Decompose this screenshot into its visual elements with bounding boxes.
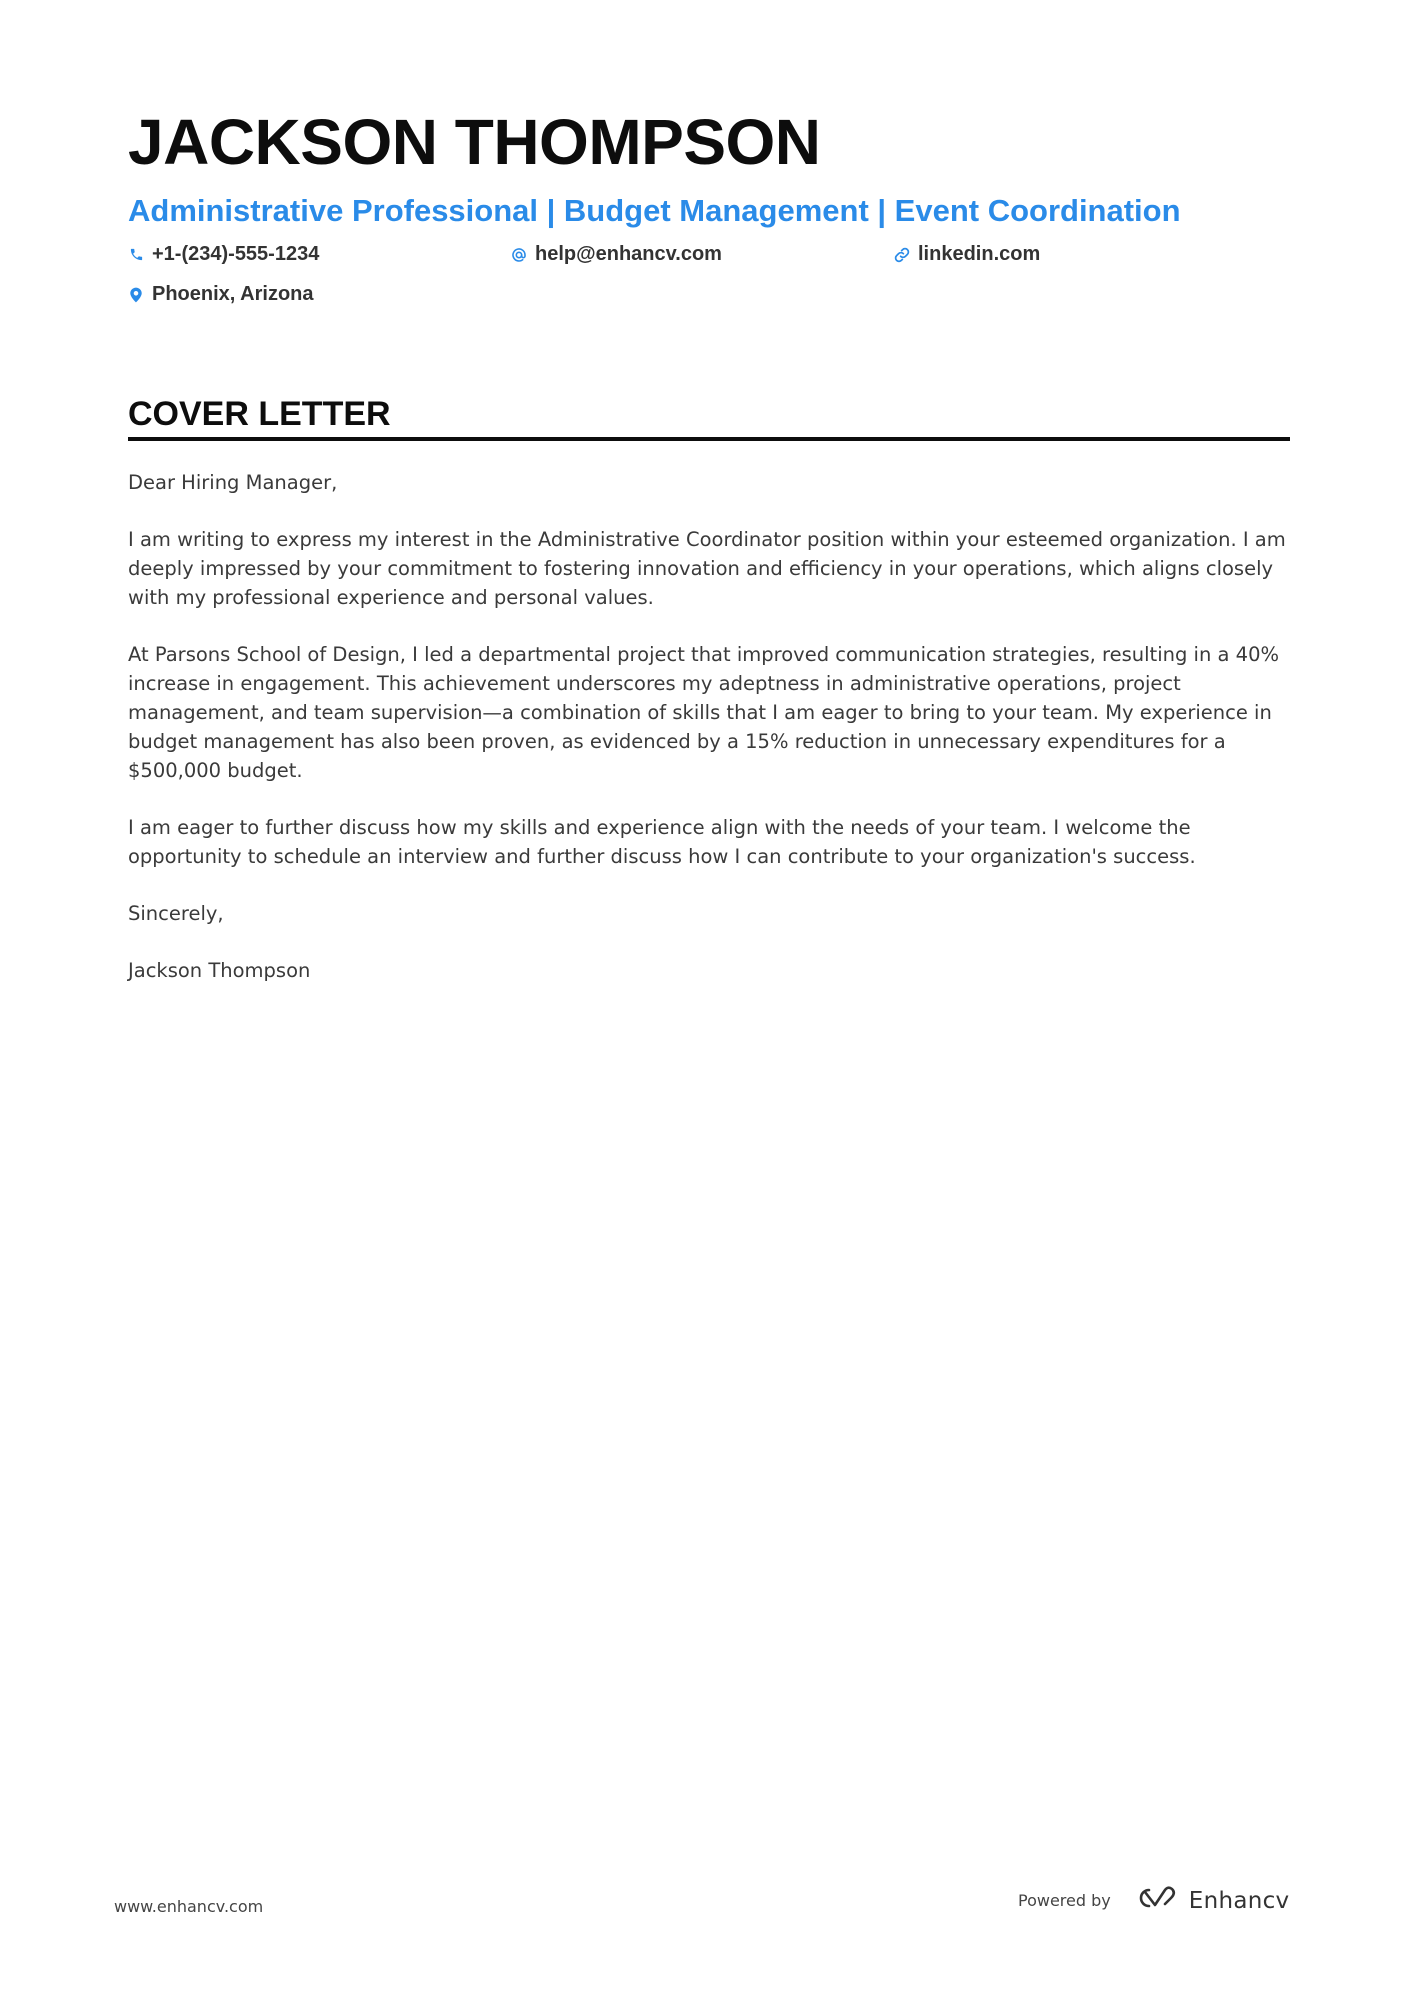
contact-link[interactable] bbox=[894, 243, 1040, 266]
phone-icon bbox=[128, 247, 144, 263]
letter-signature: Jackson Thompson bbox=[128, 959, 311, 982]
candidate-headline: Administrative Professional | Budget Management | Event Coordination bbox=[128, 193, 1181, 228]
contact-email-text[interactable]: help@enhancv.com bbox=[535, 243, 722, 265]
letter-paragraph: I am writing to express my interest in the Administrative Coordinator position within your esteemed organization. I am deeply impressed by your commitment to fostering innovation and efficiency in your operations, which aligns closely with my professional experience and personal values. bbox=[128, 528, 1286, 609]
letter-closing: Sincerely, bbox=[128, 902, 224, 925]
powered-by-label: Powered by bbox=[1018, 1891, 1111, 1910]
section-title: COVER LETTER bbox=[128, 395, 391, 433]
letter-body bbox=[128, 468, 1290, 1013]
letter-paragraph: I am eager to further discuss how my skills and experience align with the needs of your team. I welcome the opportunity to schedule an interview and further discuss how I can contribute to your organization's success. bbox=[128, 816, 1196, 868]
at-icon bbox=[511, 247, 527, 263]
contact-email[interactable] bbox=[511, 243, 722, 266]
brand-logo[interactable] bbox=[1135, 1885, 1290, 1916]
contact-location-text: Phoenix, Arizona bbox=[152, 283, 314, 305]
footer-website[interactable]: www.enhancv.com bbox=[114, 1897, 264, 1916]
section-divider bbox=[128, 437, 1290, 441]
contact-link-text[interactable]: linkedin.com bbox=[918, 243, 1041, 265]
footer-branding bbox=[1018, 1885, 1289, 1916]
letter-greeting: Dear Hiring Manager, bbox=[128, 471, 338, 494]
map-pin-icon bbox=[128, 287, 144, 303]
link-icon bbox=[894, 247, 910, 263]
contact-phone bbox=[128, 243, 319, 266]
candidate-name: JACKSON THOMPSON bbox=[128, 106, 821, 178]
contact-location bbox=[128, 283, 314, 306]
enhancv-logo-icon bbox=[1135, 1885, 1181, 1916]
contact-phone-text: +1-(234)-555-1234 bbox=[152, 243, 320, 265]
letter-paragraph: At Parsons School of Design, I led a departmental project that improved communication strategies, resulting in a 40% increase in engagement. This achievement underscores my adeptness in administrative operations, project management, and team supervision—a combination of skills that I am eager to bring to your team. My experience in budget management has also been proven, as evidenced by a 15% reduction in unnecessary expenditures for a $500,000 budget. bbox=[128, 643, 1280, 782]
brand-name: Enhancv bbox=[1188, 1887, 1290, 1914]
